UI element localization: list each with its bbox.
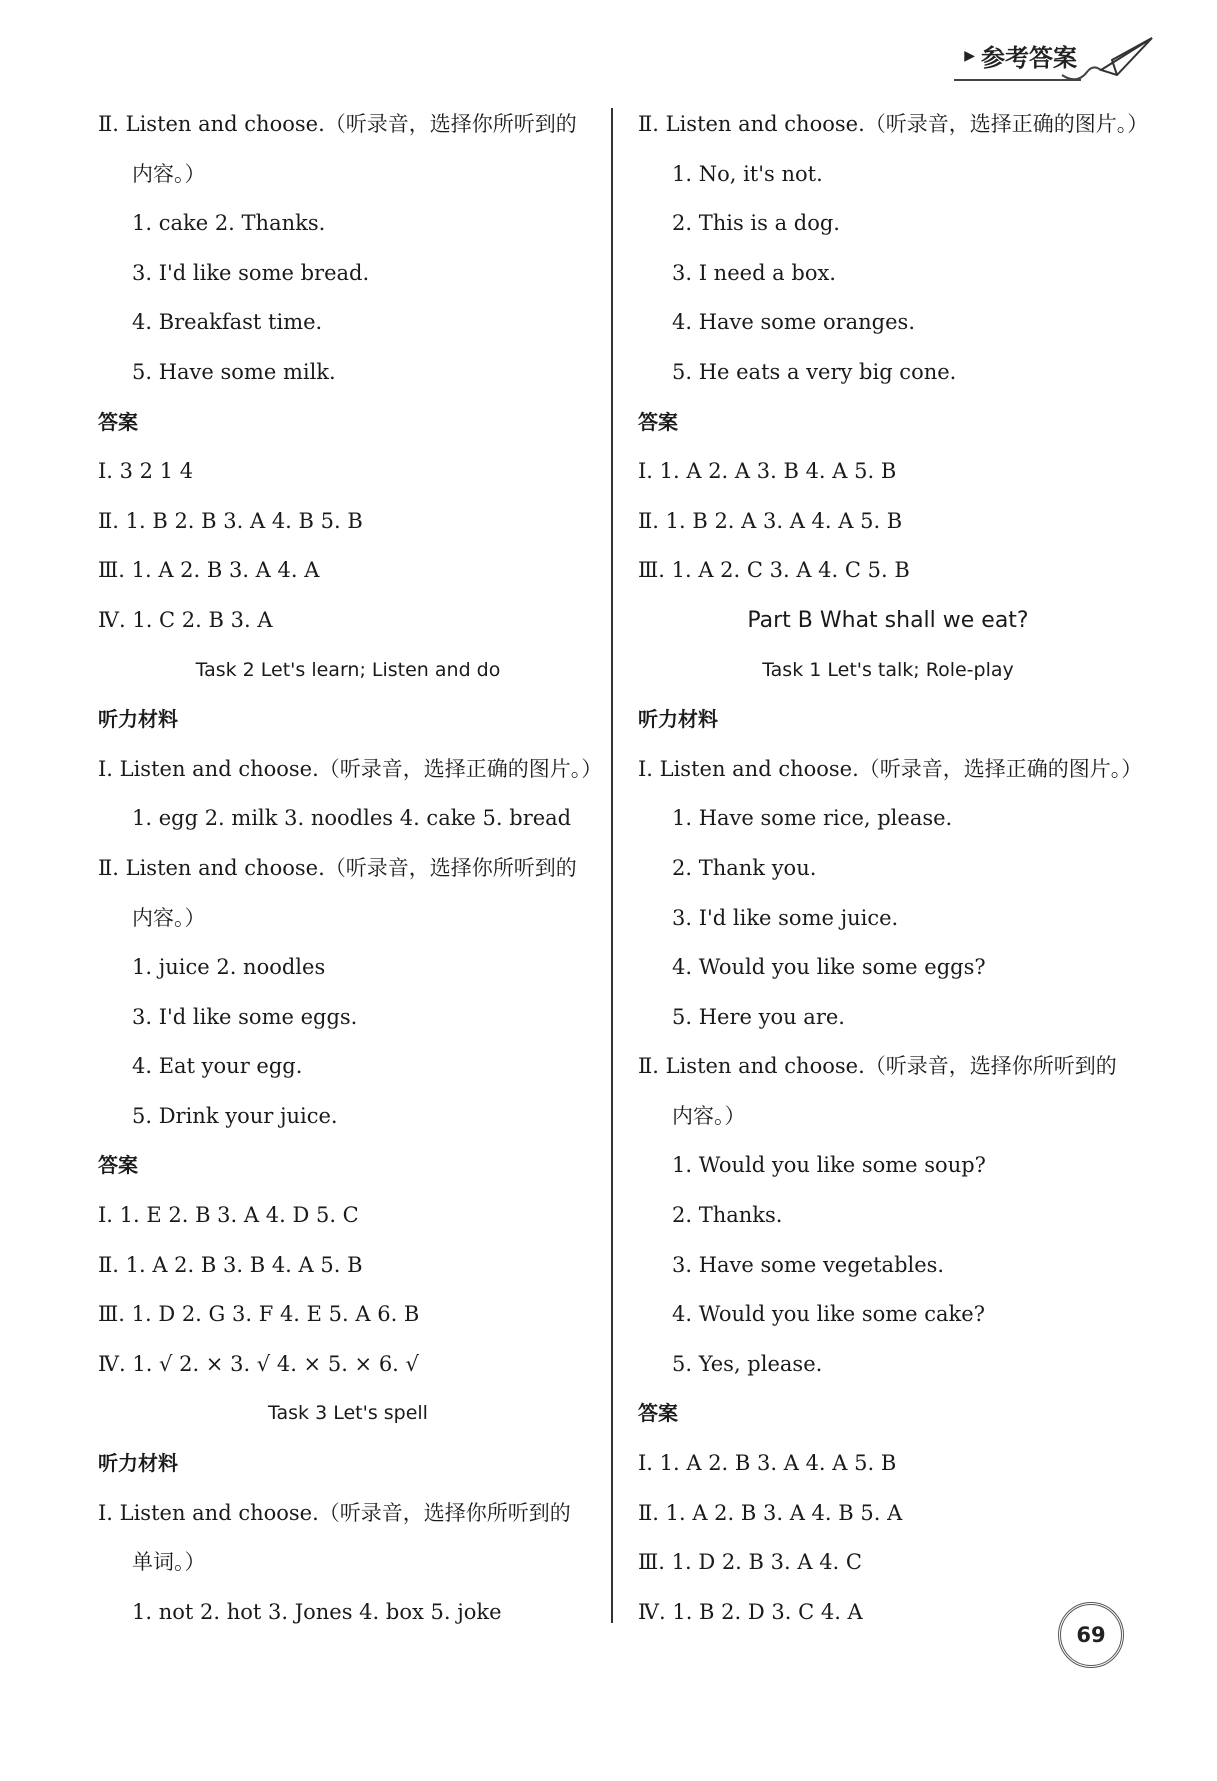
text-line: 1. No, it's not.	[672, 161, 823, 186]
text-line: 3. I'd like some bread.	[132, 260, 370, 285]
left-column	[98, 100, 603, 1637]
text-line: Ⅲ. 1. A 2. B 3. A 4. A	[98, 558, 320, 583]
text-line: Ⅰ. Listen and choose.（听录音，选择正确的图片。）	[638, 756, 1143, 781]
header-title: 参考答案	[981, 44, 1077, 72]
text-line: 2. This is a dog.	[672, 211, 840, 236]
text-line: 内容。）	[132, 905, 206, 930]
text-line: Ⅱ. 1. A 2. B 3. B 4. A 5. B	[98, 1252, 363, 1277]
text-line: 5. Here you are.	[672, 1004, 845, 1029]
text-line: Ⅱ. Listen and choose.（听录音，选择你所听到的	[98, 112, 577, 136]
column-divider	[611, 108, 613, 1623]
text-line: Ⅰ. 1. A 2. A 3. B 4. A 5. B	[638, 459, 897, 484]
text-line: Ⅰ. 1. E 2. B 3. A 4. D 5. C	[98, 1203, 359, 1228]
right-column	[638, 100, 1149, 1637]
section-heading: 答案	[638, 1401, 678, 1426]
text-line: 4. Eat your egg.	[132, 1054, 303, 1079]
section-heading: 听力材料	[98, 707, 178, 732]
text-line: 2. Thank you.	[672, 855, 817, 880]
text-line: Ⅳ. 1. C 2. B 3. A	[98, 607, 273, 632]
text-line: 5. Have some milk.	[132, 359, 336, 384]
paper-plane-icon	[1057, 30, 1157, 90]
task-title: Part B What shall we eat?	[747, 607, 1029, 633]
text-line: 5. He eats a very big cone.	[672, 359, 957, 384]
page-number-badge	[1058, 1602, 1124, 1668]
text-line: 4. Breakfast time.	[132, 310, 323, 335]
text-line: 单词。）	[132, 1550, 206, 1575]
text-line: 1. Would you like some soup?	[672, 1153, 986, 1178]
text-line: 4. Would you like some eggs?	[672, 955, 986, 980]
triangle-bullet-icon: ▶	[964, 47, 975, 64]
section-heading: 听力材料	[98, 1451, 178, 1476]
text-line: 3. I need a box.	[672, 260, 836, 285]
page-number: 69	[1076, 1623, 1106, 1647]
text-line: 5. Drink your juice.	[132, 1103, 338, 1128]
text-line: Ⅱ. Listen and choose.（听录音，选择你所听到的	[98, 855, 577, 880]
section-heading: 答案	[638, 409, 678, 434]
section-heading: 答案	[98, 1153, 138, 1178]
task-title: Task 3 Let's spell	[268, 1402, 428, 1425]
text-line: 1. egg 2. milk 3. noodles 4. cake 5. bread	[132, 806, 572, 831]
text-line: 3. I'd like some eggs.	[132, 1004, 358, 1029]
text-line: Ⅲ. 1. D 2. B 3. A 4. C	[638, 1550, 862, 1575]
text-line: Ⅱ. 1. B 2. B 3. A 4. B 5. B	[98, 508, 363, 533]
text-line: Ⅳ. 1. √ 2. × 3. √ 4. × 5. × 6. √	[98, 1351, 419, 1376]
section-heading: 听力材料	[638, 707, 718, 732]
text-line: 1. juice 2. noodles	[132, 955, 326, 980]
text-line: 5. Yes, please.	[672, 1351, 823, 1376]
text-line: Ⅱ. Listen and choose.（听录音，选择你所听到的	[638, 1054, 1117, 1079]
text-line: 1. cake 2. Thanks.	[132, 211, 326, 236]
text-line: 1. not 2. hot 3. Jones 4. box 5. joke	[132, 1599, 502, 1624]
text-line: Ⅰ. Listen and choose.（听录音，选择你所听到的	[98, 1500, 571, 1525]
task-title: Task 2 Let's learn; Listen and do	[195, 658, 501, 681]
text-line: Ⅳ. 1. B 2. D 3. C 4. A	[638, 1599, 863, 1624]
text-line: 3. Have some vegetables.	[672, 1252, 945, 1277]
text-line: 内容。）	[672, 1103, 746, 1128]
text-line: Ⅱ. 1. A 2. B 3. A 4. B 5. A	[638, 1500, 903, 1525]
text-line: 3. I'd like some juice.	[672, 905, 899, 930]
text-line: 4. Have some oranges.	[672, 310, 915, 335]
text-line: 1. Have some rice, please.	[672, 806, 953, 831]
text-line: Ⅰ. 3 2 1 4	[98, 459, 194, 484]
text-line: 2. Thanks.	[672, 1203, 783, 1228]
text-line: Ⅰ. Listen and choose.（听录音，选择正确的图片。）	[98, 756, 603, 781]
text-line: Ⅱ. Listen and choose.（听录音，选择正确的图片。）	[638, 112, 1149, 136]
text-line: Ⅲ. 1. D 2. G 3. F 4. E 5. A 6. B	[98, 1302, 420, 1327]
task-title: Task 1 Let's talk; Role-play	[762, 658, 1014, 681]
text-line: Ⅰ. 1. A 2. B 3. A 4. A 5. B	[638, 1451, 897, 1476]
section-heading: 答案	[98, 409, 138, 434]
text-line: Ⅲ. 1. A 2. C 3. A 4. C 5. B	[638, 558, 910, 583]
text-line: 4. Would you like some cake?	[672, 1302, 985, 1327]
text-line: 内容。）	[132, 161, 206, 186]
text-line: Ⅱ. 1. B 2. A 3. A 4. A 5. B	[638, 508, 903, 533]
